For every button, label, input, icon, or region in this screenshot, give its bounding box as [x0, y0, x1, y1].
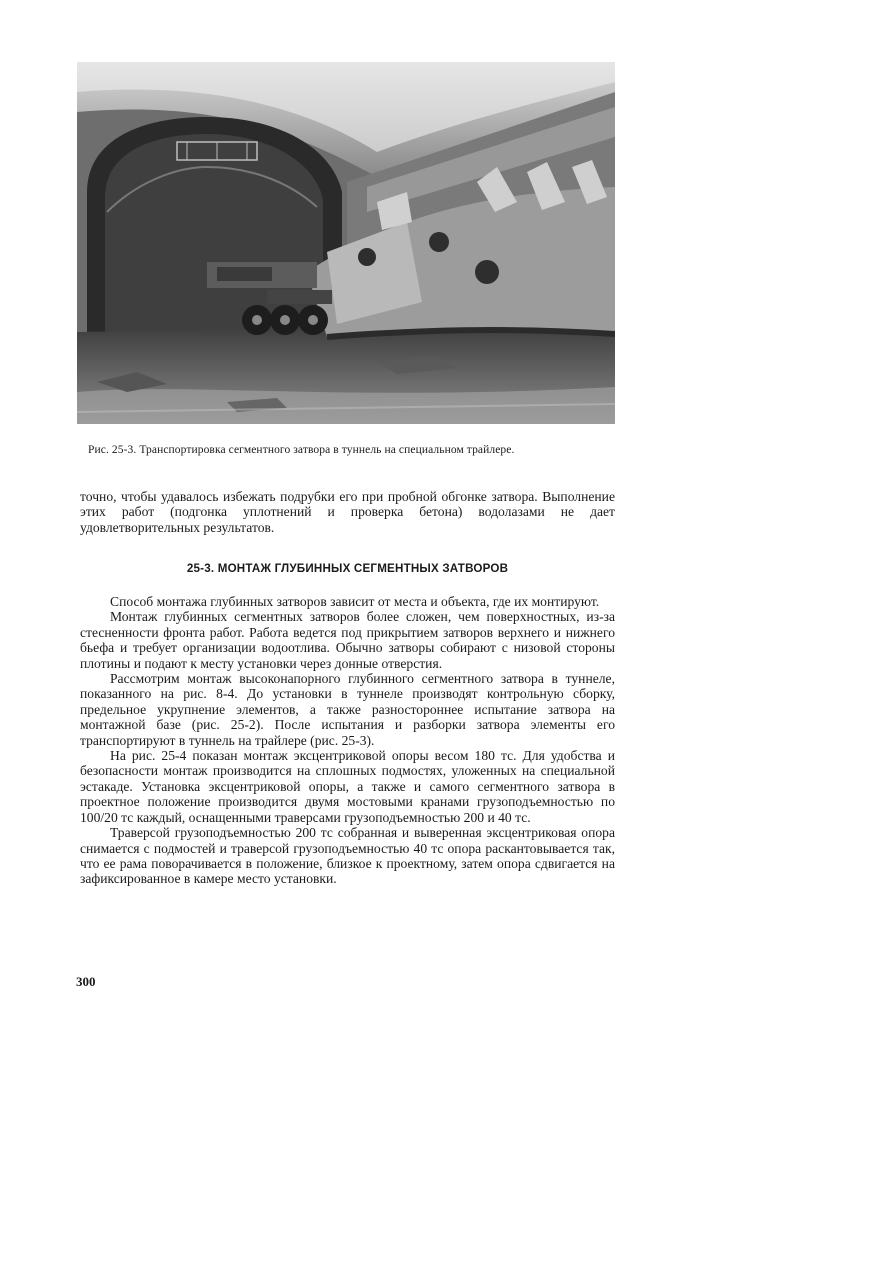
paragraph: На рис. 25-4 показан монтаж эксцентриковой опоры весом 180 тс. Для удобства и безопасности монтаж производится на сплошных подмостях, уложенных на специальной эстакаде. Установка эксцентриковой опоры, а также и самого сегментного затвора в проектное положение производится двумя мостовыми кранами грузоподъемностью по 100/20 тс каждый, оснащенными траверсами грузоподъемностью 200 и 40 тс.	[80, 748, 615, 825]
tunnel-photo	[77, 62, 615, 424]
tunnel-photo-illustration	[77, 62, 615, 424]
section-body	[80, 594, 615, 887]
continuation-text: точно, чтобы удавалось избежать подрубки его при пробной обгонке затвора. Выполнение этих работ (подгонка уплотнений и проверка бетона) водолазами не дает удовлетворительных результатов.	[80, 489, 615, 535]
continuation-paragraph	[80, 489, 615, 535]
section-heading: 25-3. МОНТАЖ ГЛУБИННЫХ СЕГМЕНТНЫХ ЗАТВОРОВ	[186, 562, 509, 575]
paragraph: Рассмотрим монтаж высоконапорного глубинного сегментного затвора в туннеле, показанного на рис. 8-4. До установки в туннеле производят контрольную сборку, предельное укрупнение элементов, а также разностороннее испытание затвора на монтажной базе (рис. 25-2). После испытания и разборки затвора элементы его транспортируют в туннель на трайлере (рис. 25-3).	[80, 671, 615, 748]
figure-caption: Рис. 25-3. Транспортировка сегментного затвора в туннель на специальном трайлере.	[88, 444, 515, 456]
paragraph: Монтаж глубинных сегментных затворов более сложен, чем поверхностных, из-за стесненности фронта работ. Работа ведется под прикрытием затворов верхнего и нижнего бьефа и требует организации водоотлива. Обычно затворы собирают с низовой стороны плотины и подают к месту установки через донные отверстия.	[80, 609, 615, 671]
paragraph: Способ монтажа глубинных затворов зависит от места и объекта, где их монтируют.	[110, 594, 600, 609]
page-number: 300	[76, 974, 96, 989]
paragraph: Траверсой грузоподъемностью 200 тс собранная и выверенная эксцентриковая опора снимается с подмостей и траверсой грузоподъемностью 40 тс опора раскантовывается так, что ее рама поворачивается в положение, близкое к проектному, затем опора сдвигается на зафиксированное в камере место установки.	[80, 825, 615, 887]
